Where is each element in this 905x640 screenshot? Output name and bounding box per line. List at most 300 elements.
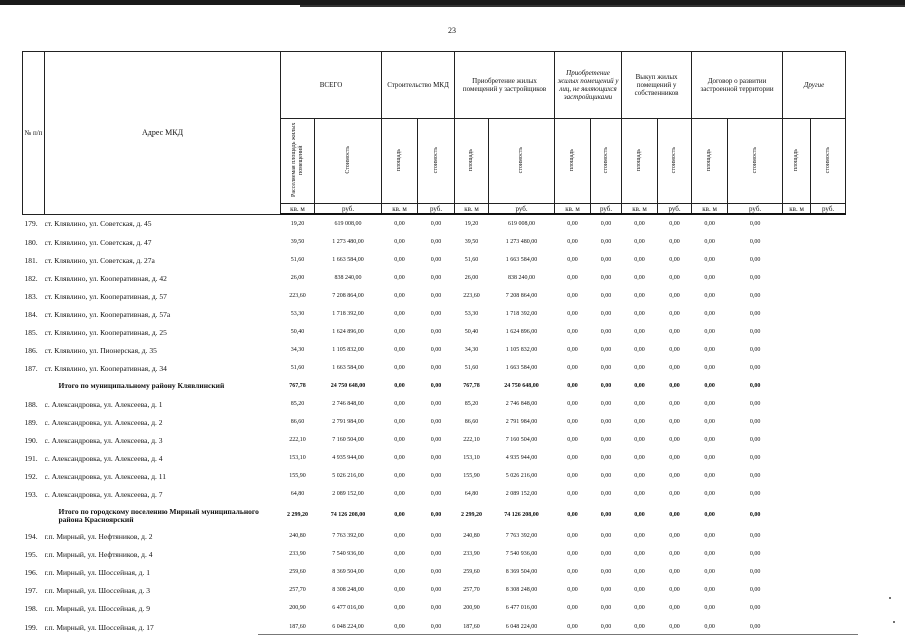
cell-value: 0,00	[704, 419, 715, 426]
cell-value: 0,00	[749, 310, 761, 317]
header-construction-area: площадь	[382, 119, 418, 204]
cell-value: 0,00	[749, 328, 761, 335]
cell-value	[811, 564, 846, 582]
cell-value: 0,00	[749, 346, 761, 353]
cell-value: 19,20	[464, 220, 479, 227]
cell-value: 51,60	[290, 364, 305, 371]
cell-value: 0,00	[600, 623, 612, 630]
header-resettled-area: Расселяемая площадь жилых помещений	[281, 119, 315, 204]
cell-value: 1 718 392,00	[332, 310, 364, 317]
cell-value: 0,00	[430, 274, 442, 281]
cell-value	[811, 414, 846, 432]
cell-value: 153,10	[289, 455, 306, 462]
header-non-developers-cost: стоимость	[591, 119, 622, 204]
cell-value: 0,00	[704, 256, 715, 263]
cell-value: 5 026 216,00	[505, 473, 538, 480]
cell-value: 0,00	[704, 605, 715, 612]
cell-value: 0,00	[394, 256, 405, 263]
cell-value: 222,10	[463, 437, 480, 444]
row-number: 189.	[24, 418, 38, 428]
cell-value: 0,00	[394, 437, 405, 444]
cell-value: 2 746 848,00	[332, 400, 364, 407]
cell-value: 155,90	[289, 473, 306, 480]
cell-value: 0,00	[394, 382, 405, 389]
cell-value: 0,00	[394, 473, 405, 480]
cell-value	[783, 414, 811, 432]
cell-value: 0,00	[394, 238, 405, 245]
cell-value: 0,00	[749, 419, 761, 426]
cell-value: 1 105 832,00	[505, 346, 538, 353]
cell-value: 39,50	[464, 238, 479, 245]
row-number: 181.	[24, 255, 38, 265]
row-address: ст. Клявлино, ул. Кооперативная, д. 57	[44, 291, 167, 301]
table-row	[23, 414, 846, 432]
cell-value: 0,00	[430, 382, 442, 389]
cell-value: 0,00	[749, 220, 761, 227]
table-row	[23, 468, 846, 486]
cell-value: 26,00	[464, 274, 479, 281]
cell-value: 0,00	[430, 419, 442, 426]
cell-value: 838 240,00	[334, 274, 362, 281]
cell-value: 233,90	[463, 551, 480, 558]
page-number: 23	[448, 26, 456, 35]
cell-value	[783, 600, 811, 618]
row-number: 192.	[24, 472, 38, 482]
cell-value: 0,00	[704, 587, 715, 594]
cell-value: 0,00	[669, 533, 680, 540]
cell-value	[783, 504, 811, 528]
cell-value: 51,60	[290, 256, 305, 263]
cell-value: 0,00	[394, 364, 405, 371]
row-address: с. Александровка, ул. Алексеева, д. 1	[44, 399, 163, 409]
cell-value	[811, 233, 846, 251]
cell-value: 0,00	[749, 238, 761, 245]
cell-value: 0,00	[600, 419, 612, 426]
row-number: 183.	[24, 291, 38, 301]
cell-value: 86,60	[290, 419, 305, 426]
cell-value: 85,20	[464, 400, 479, 407]
row-address: ст. Клявлино, ул. Кооперативная, д. 57а	[44, 309, 171, 319]
header-other-area: площадь	[783, 119, 811, 204]
cell-value: 0,00	[430, 346, 442, 353]
cell-value: 0,00	[669, 569, 680, 576]
table-row	[23, 546, 846, 564]
cell-value: 7 763 392,00	[332, 533, 364, 540]
cell-value	[811, 287, 846, 305]
cell-value: 2 746 848,00	[505, 400, 538, 407]
cell-value: 19,20	[290, 220, 305, 227]
cell-value: 0,00	[567, 533, 578, 540]
cell-value	[811, 269, 846, 287]
cell-value: 6 477 016,00	[505, 605, 538, 612]
cell-value: 0,00	[634, 400, 645, 407]
cell-value: 7 208 864,00	[332, 292, 364, 299]
cell-value: 0,00	[394, 274, 405, 281]
cell-value	[783, 450, 811, 468]
cell-value: 7 763 392,00	[505, 533, 538, 540]
scan-edge-top-shadow	[300, 5, 905, 7]
cell-value	[783, 359, 811, 377]
cell-value: 0,00	[669, 455, 680, 462]
cell-value: 0,00	[430, 238, 442, 245]
cell-value: 0,00	[704, 512, 715, 519]
scan-speck	[889, 597, 891, 599]
header-group-developers: Приобретение жилых помещений у застройщиков	[455, 52, 555, 119]
cell-value: 0,00	[669, 346, 680, 353]
cell-value: 0,00	[704, 382, 715, 389]
cell-value: 2 299,20	[461, 512, 483, 519]
cell-value: 619 008,00	[334, 220, 362, 227]
cell-value	[783, 468, 811, 486]
cell-value: 0,00	[430, 512, 442, 519]
cell-value: 0,00	[430, 437, 442, 444]
cell-value: 0,00	[567, 473, 578, 480]
table-row	[23, 432, 846, 450]
cell-value	[811, 214, 846, 233]
cell-value	[783, 269, 811, 287]
cell-value: 0,00	[749, 455, 761, 462]
row-address: г.п. Мирный, ул. Шоссейная, д. 9	[44, 604, 150, 614]
row-number: 190.	[24, 436, 38, 446]
cell-value: 187,60	[289, 623, 306, 630]
cell-value: 0,00	[567, 605, 578, 612]
cell-value	[811, 359, 846, 377]
table-row	[23, 269, 846, 287]
row-address: г.п. Мирный, ул. Нефтяников, д. 4	[44, 550, 153, 560]
cell-value: 0,00	[430, 292, 442, 299]
cell-value: 7 160 504,00	[332, 437, 364, 444]
cell-value: 0,00	[749, 274, 761, 281]
cell-value: 39,50	[290, 238, 305, 245]
cell-value: 0,00	[634, 310, 645, 317]
cell-value	[811, 323, 846, 341]
cell-value: 1 273 480,00	[332, 238, 364, 245]
cell-value: 0,00	[704, 328, 715, 335]
cell-value	[811, 305, 846, 323]
cell-value: 50,40	[290, 328, 305, 335]
cell-value: 74 126 208,00	[330, 512, 366, 519]
cell-value: 0,00	[567, 455, 578, 462]
cell-value	[783, 528, 811, 546]
table-row	[23, 233, 846, 251]
cell-value: 0,00	[600, 551, 612, 558]
cell-value: 200,90	[463, 605, 480, 612]
cell-value: 0,00	[669, 274, 680, 281]
table-row	[23, 341, 846, 359]
cell-value: 51,60	[464, 256, 479, 263]
cell-value: 0,00	[749, 551, 761, 558]
cell-value: 0,00	[394, 512, 405, 519]
cell-value: 1 624 896,00	[332, 328, 364, 335]
cell-value: 838 240,00	[508, 274, 536, 281]
cell-value: 53,30	[464, 310, 479, 317]
cell-value: 0,00	[634, 419, 645, 426]
cell-value: 0,00	[600, 256, 612, 263]
cell-value: 0,00	[669, 419, 680, 426]
header-developers-cost: стоимость	[489, 119, 555, 204]
cell-value: 0,00	[567, 256, 578, 263]
cell-value	[811, 377, 846, 395]
cell-value: 34,30	[290, 346, 305, 353]
cell-value: 86,60	[464, 419, 479, 426]
cell-value: 0,00	[430, 256, 442, 263]
cell-value: 26,00	[290, 274, 305, 281]
cell-value: 223,60	[289, 292, 306, 299]
row-address: ст. Клявлино, ул. Пионерская, д. 35	[44, 345, 157, 355]
unit-header: руб.	[728, 204, 783, 215]
header-other-cost: стоимость	[811, 119, 846, 204]
cell-value: 0,00	[394, 569, 405, 576]
cell-value: 767,78	[289, 382, 306, 389]
cell-value: 0,00	[704, 400, 715, 407]
cell-value: 53,30	[290, 310, 305, 317]
row-number: 182.	[24, 273, 38, 283]
cell-value: 0,00	[704, 220, 715, 227]
cell-value	[811, 528, 846, 546]
header-address: Адрес МКД	[45, 52, 281, 215]
header-group-development-agreement: Договор о развитии застроенной территории	[692, 52, 783, 119]
cell-value: 64,80	[290, 491, 305, 498]
cell-value: 6 048 224,00	[505, 623, 538, 630]
cell-value: 0,00	[749, 400, 761, 407]
cell-value: 0,00	[704, 473, 715, 480]
unit-header: кв. м	[555, 204, 591, 215]
cell-value: 0,00	[669, 256, 680, 263]
row-address: г.п. Мирный, ул. Шоссейная, д. 3	[44, 586, 150, 596]
cell-value: 0,00	[394, 220, 405, 227]
cell-value: 0,00	[704, 551, 715, 558]
cell-value: 0,00	[634, 382, 645, 389]
header-group-construction: Строительство МКД	[382, 52, 455, 119]
cell-value: 0,00	[567, 512, 578, 519]
cell-value	[811, 468, 846, 486]
cell-value: 2 791 984,00	[505, 419, 538, 426]
cell-value: 0,00	[430, 400, 442, 407]
cell-value: 0,00	[749, 364, 761, 371]
resettlement-table	[22, 51, 846, 636]
cell-value	[811, 546, 846, 564]
cell-value: 4 935 944,00	[505, 455, 538, 462]
cell-value	[811, 251, 846, 269]
cell-value: 153,10	[463, 455, 480, 462]
cell-value	[783, 395, 811, 413]
cell-value	[811, 600, 846, 618]
cell-value: 0,00	[567, 346, 578, 353]
cell-value: 0,00	[669, 328, 680, 335]
cell-value: 0,00	[634, 437, 645, 444]
cell-value: 0,00	[394, 491, 405, 498]
cell-value: 0,00	[567, 437, 578, 444]
row-number: 194.	[24, 532, 38, 542]
cell-value: 0,00	[669, 512, 680, 519]
table-row	[23, 564, 846, 582]
header-construction-cost: стоимость	[418, 119, 455, 204]
cell-value	[783, 233, 811, 251]
cell-value: 0,00	[749, 256, 761, 263]
cell-value: 0,00	[704, 346, 715, 353]
cell-value: 200,90	[289, 605, 306, 612]
cell-value: 2 089 152,00	[505, 491, 538, 498]
unit-header: кв. м	[622, 204, 658, 215]
unit-header: кв. м	[382, 204, 418, 215]
cell-value: 24 750 648,00	[504, 382, 539, 389]
cell-value: 0,00	[600, 533, 612, 540]
row-address: Итого по муниципальному району Клявлинский	[58, 381, 225, 391]
cell-value: 0,00	[567, 220, 578, 227]
cell-value: 0,00	[669, 587, 680, 594]
row-number: 184.	[24, 309, 38, 319]
cell-value: 1 105 832,00	[332, 346, 364, 353]
unit-header: кв. м	[455, 204, 489, 215]
cell-value: 0,00	[567, 587, 578, 594]
cell-value: 6 048 224,00	[332, 623, 364, 630]
cell-value: 74 126 208,00	[504, 512, 539, 519]
cell-value	[783, 432, 811, 450]
cell-value: 0,00	[394, 400, 405, 407]
cell-value	[811, 486, 846, 504]
cell-value: 155,90	[463, 473, 480, 480]
cell-value: 0,00	[634, 605, 645, 612]
header-agreement-cost: стоимость	[728, 119, 783, 204]
cell-value: 187,60	[463, 623, 480, 630]
scan-speck	[893, 621, 895, 623]
cell-value: 0,00	[634, 455, 645, 462]
row-number	[23, 504, 45, 528]
unit-header: руб.	[315, 204, 382, 215]
unit-header: кв. м	[692, 204, 728, 215]
row-number: 198.	[24, 604, 38, 614]
cell-value: 0,00	[634, 274, 645, 281]
table-row	[23, 582, 846, 600]
cell-value: 0,00	[567, 400, 578, 407]
table-row	[23, 528, 846, 546]
cell-value: 51,60	[464, 364, 479, 371]
table-row	[23, 359, 846, 377]
cell-value: 0,00	[394, 419, 405, 426]
cell-value: 0,00	[634, 364, 645, 371]
row-number: 185.	[24, 327, 38, 337]
cell-value: 0,00	[704, 455, 715, 462]
cell-value: 0,00	[634, 346, 645, 353]
cell-value: 0,00	[669, 551, 680, 558]
cell-value: 0,00	[704, 364, 715, 371]
cell-value: 0,00	[600, 400, 612, 407]
cell-value: 64,80	[464, 491, 479, 498]
cell-value: 257,70	[463, 587, 480, 594]
cell-value: 233,90	[289, 551, 306, 558]
header-non-developers-area: площадь	[555, 119, 591, 204]
cell-value: 2 299,20	[287, 512, 308, 519]
row-address: ст. Клявлино, ул. Советская, д. 27а	[44, 255, 155, 265]
row-address: ст. Клявлино, ул. Кооперативная, д. 25	[44, 327, 167, 337]
cell-value: 0,00	[669, 292, 680, 299]
cell-value: 0,00	[600, 310, 612, 317]
cell-value: 0,00	[567, 274, 578, 281]
row-address: ст. Клявлино, ул. Советская, д. 47	[44, 237, 152, 247]
header-group-other: Другие	[783, 52, 846, 119]
cell-value: 0,00	[704, 292, 715, 299]
cell-value: 0,00	[430, 551, 442, 558]
cell-value: 0,00	[634, 587, 645, 594]
cell-value	[783, 582, 811, 600]
cell-value: 0,00	[749, 473, 761, 480]
cell-value: 0,00	[669, 437, 680, 444]
row-address: с. Александровка, ул. Алексеева, д. 4	[44, 454, 163, 464]
cell-value: 0,00	[749, 382, 761, 389]
cell-value: 0,00	[600, 605, 612, 612]
row-address: ст. Клявлино, ул. Кооперативная, д. 34	[44, 363, 167, 373]
cell-value: 0,00	[567, 569, 578, 576]
cell-value: 0,00	[430, 623, 442, 630]
cell-value: 0,00	[600, 455, 612, 462]
row-number: 187.	[24, 363, 38, 373]
cell-value	[783, 251, 811, 269]
header-buyout-area: площадь	[622, 119, 658, 204]
row-address: г.п. Мирный, ул. Нефтяников, д. 2	[44, 532, 153, 542]
cell-value: 0,00	[634, 623, 645, 630]
cell-value	[811, 582, 846, 600]
cell-value: 1 663 584,00	[505, 364, 538, 371]
total-row	[23, 504, 846, 528]
cell-value: 0,00	[394, 551, 405, 558]
cell-value: 0,00	[394, 587, 405, 594]
table-row	[23, 305, 846, 323]
cell-value: 0,00	[600, 512, 612, 519]
header-group-non-developers: Приобретение жилых помещений у лиц, не являющихся застройщиками	[555, 52, 622, 119]
cell-value: 0,00	[634, 238, 645, 245]
row-address: с. Александровка, ул. Алексеева, д. 3	[44, 436, 163, 446]
cell-value: 767,78	[463, 382, 480, 389]
cell-value: 0,00	[669, 473, 680, 480]
cell-value: 259,60	[463, 569, 480, 576]
cell-value: 0,00	[634, 328, 645, 335]
unit-header: кв. м	[783, 204, 811, 215]
cell-value: 0,00	[704, 238, 715, 245]
cell-value: 0,00	[600, 238, 612, 245]
cell-value: 0,00	[600, 220, 612, 227]
header-total-cost: Стоимость	[315, 119, 382, 204]
unit-header: руб.	[658, 204, 692, 215]
cell-value: 8 308 248,00	[505, 587, 538, 594]
cell-value: 0,00	[430, 364, 442, 371]
cell-value: 0,00	[600, 292, 612, 299]
cell-value	[783, 377, 811, 395]
cell-value: 0,00	[749, 605, 761, 612]
cell-value: 0,00	[430, 533, 442, 540]
header-no: № п/п	[23, 52, 45, 215]
cell-value: 0,00	[567, 382, 578, 389]
cell-value: 240,80	[463, 533, 480, 540]
cell-value: 1 624 896,00	[505, 328, 538, 335]
row-number: 199.	[24, 622, 38, 632]
cell-value: 0,00	[567, 292, 578, 299]
cell-value: 0,00	[600, 346, 612, 353]
scan-edge-bottom	[258, 634, 858, 635]
cell-value	[811, 341, 846, 359]
cell-value: 8 369 504,00	[332, 569, 364, 576]
cell-value: 0,00	[600, 437, 612, 444]
row-number: 188.	[24, 399, 38, 409]
row-address: г.п. Мирный, ул. Шоссейная, д. 17	[44, 622, 154, 632]
cell-value	[783, 305, 811, 323]
table-row	[23, 287, 846, 305]
cell-value: 1 663 584,00	[332, 364, 364, 371]
cell-value: 0,00	[430, 569, 442, 576]
cell-value	[783, 486, 811, 504]
cell-value: 0,00	[567, 328, 578, 335]
cell-value: 7 540 936,00	[332, 551, 364, 558]
cell-value: 0,00	[430, 491, 442, 498]
